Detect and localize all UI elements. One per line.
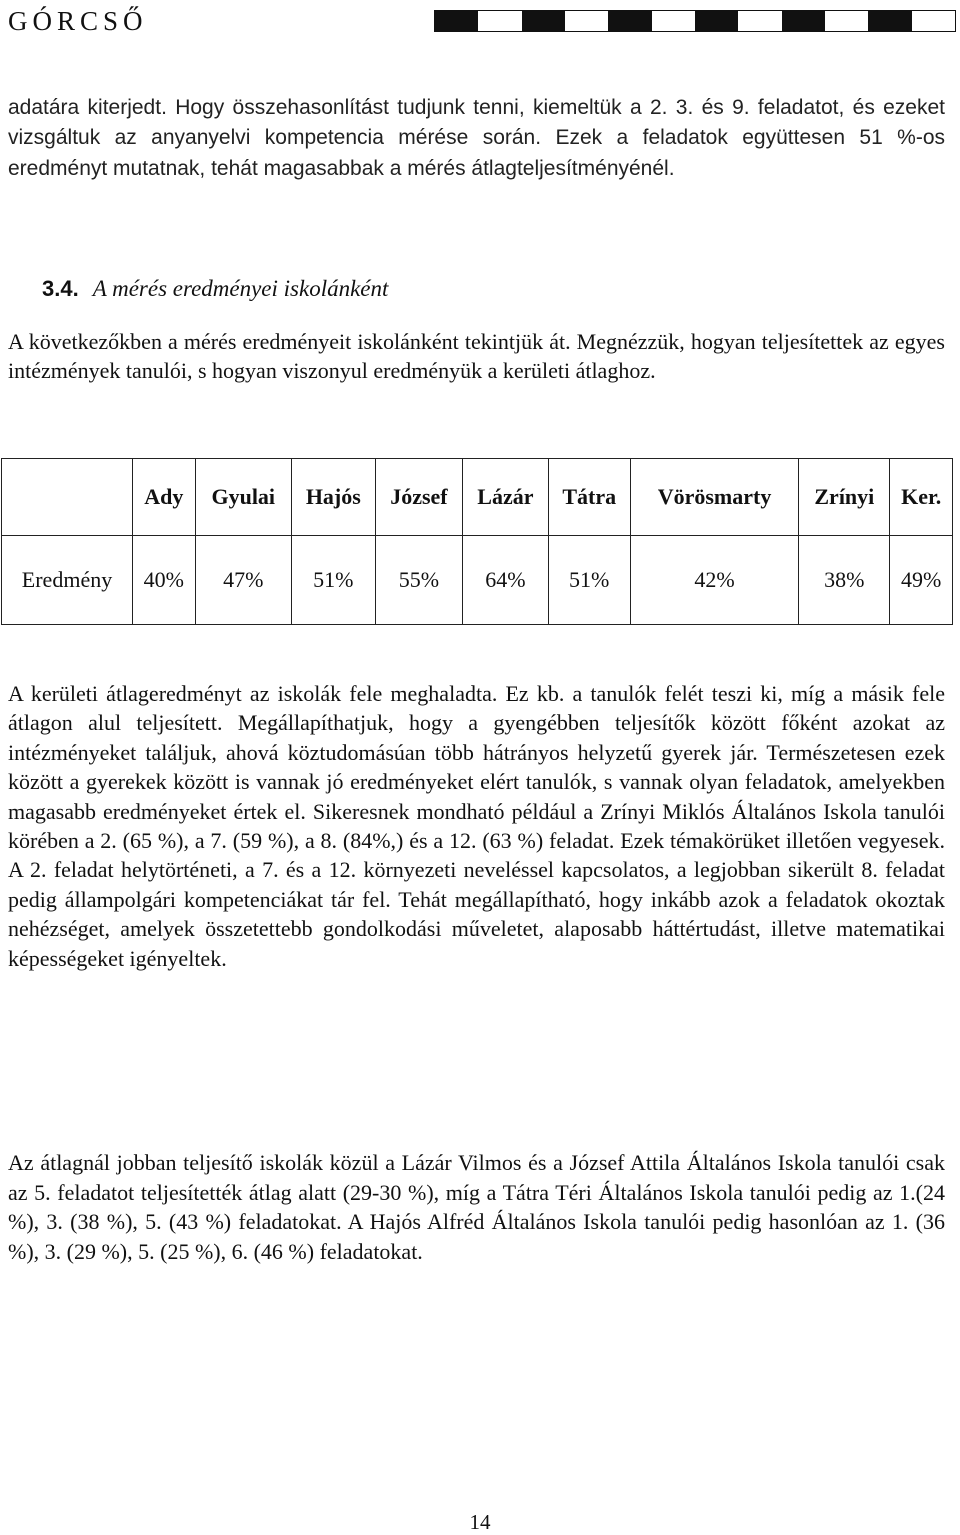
school-results-table <box>1 458 953 625</box>
value-cell: 55% <box>375 536 462 625</box>
page-header <box>8 0 958 40</box>
section-number: 3.4. <box>42 276 79 301</box>
column-header-tatra: Tátra <box>548 459 630 536</box>
column-header-jozsef: József <box>375 459 462 536</box>
intro-paragraph: adatára kiterjedt. Hogy összehasonlítást tudjunk tenni, kiemeltük a 2. 3. és 9. feladatot, és ezeket vizsgáltuk az anyanyelvi kompetencia mérése során. Ezek a feladatok együttesen 51 %-os eredményt mutatnak, tehát magasabbak a mérés átlagteljesítményénél. <box>8 96 945 180</box>
band-segment <box>868 11 911 31</box>
column-header-gyulai: Gyulai <box>195 459 291 536</box>
section-intro-paragraph: A következőkben a mérés eredményeit iskolánként tekintjük át. Megnézzük, hogyan teljesítettek az egyes intézmények tanulói, s hogyan viszonyul eredményük a kerületi átlaghoz. <box>8 329 945 383</box>
band-segment <box>435 11 478 31</box>
row-label: Eredmény <box>2 536 133 625</box>
section-title: A mérés eredményei iskolánként <box>92 276 389 301</box>
value-cell: 51% <box>548 536 630 625</box>
band-segment <box>565 11 608 31</box>
value-cell: 42% <box>630 536 799 625</box>
band-segment <box>522 11 565 31</box>
band-segment <box>782 11 825 31</box>
column-header-hajos: Hajós <box>291 459 375 536</box>
value-cell: 40% <box>133 536 196 625</box>
value-cell: 49% <box>890 536 953 625</box>
analysis-paragraph: A kerületi átlageredményt az iskolák fele meghaladta. Ez kb. a tanulók felét teszi ki, míg a másik fele átlagon alul teljesített. Megállapíthatjuk, hogy a gyengébben teljesítők között főként azokat az intézményeket találjuk, ahová köztudomásúan több hátrányos helyzetű gyerek jár. Természetesen ezek között a gyerekek között is vannak jó eredményeket elért tanulók, s vannak olyan feladatok, amelyekben magasabb eredményeket értek el. Sikeresnek mondható például a Zrínyi Miklós Általános Iskola tanulói körében a 2. (65 %), a 7. (59 %), a 8. (84%,) és a 12. (63 %) feladat. Ezek témakörüket illetően vegyesek. A 2. feladat helytörténeti, a 7. és a 12. környezeti neveléssel kapcsolatos, a legjobban sikerült 8. feladat pedig állampolgári kompetenciákat tár fel. Tehát megállapítható, hogy inkább azok a feladatok okoztak nehézséget, amelyek összetettebb gondolkodási műveletet, alaposabb háttértudást, illetve matematikai képességeket igényeltek. <box>8 681 945 971</box>
page-number: 14 <box>469 1510 491 1534</box>
table-header-row <box>2 459 953 536</box>
column-header-ker: Ker. <box>890 459 953 536</box>
band-segment <box>825 11 868 31</box>
table-corner-cell <box>2 459 133 536</box>
table-row <box>2 536 953 625</box>
running-title: GÓRCSŐ <box>8 6 148 36</box>
band-segment <box>608 11 651 31</box>
column-header-ady: Ady <box>133 459 196 536</box>
band-segment <box>738 11 781 31</box>
above-average-paragraph: Az átlagnál jobban teljesítő iskolák közül a Lázár Vilmos és a József Attila Általános Iskola tanulói csak az 5. feladatot teljesítették átlag alatt (29-30 %), míg a Tátra Téri Általános Iskola tanulói pedig az 1.(24 %), 3. (38 %), 5. (43 %) feladatokat. A Hajós Alfréd Általános Iskola tanulói pedig hasonlóan az 1. (36 %), 3. (29 %), 5. (25 %), 6. (46 %) feladatokat. <box>8 1150 945 1264</box>
band-segment <box>478 11 521 31</box>
band-segment <box>652 11 695 31</box>
value-cell: 38% <box>799 536 890 625</box>
value-cell: 64% <box>463 536 549 625</box>
value-cell: 51% <box>291 536 375 625</box>
section-heading <box>42 276 388 302</box>
band-segment <box>912 11 955 31</box>
column-header-zrinyi: Zrínyi <box>799 459 890 536</box>
column-header-vorosmarty: Vörösmarty <box>630 459 799 536</box>
decorative-checker-band <box>434 10 956 32</box>
value-cell: 47% <box>195 536 291 625</box>
column-header-lazar: Lázár <box>463 459 549 536</box>
band-segment <box>695 11 738 31</box>
